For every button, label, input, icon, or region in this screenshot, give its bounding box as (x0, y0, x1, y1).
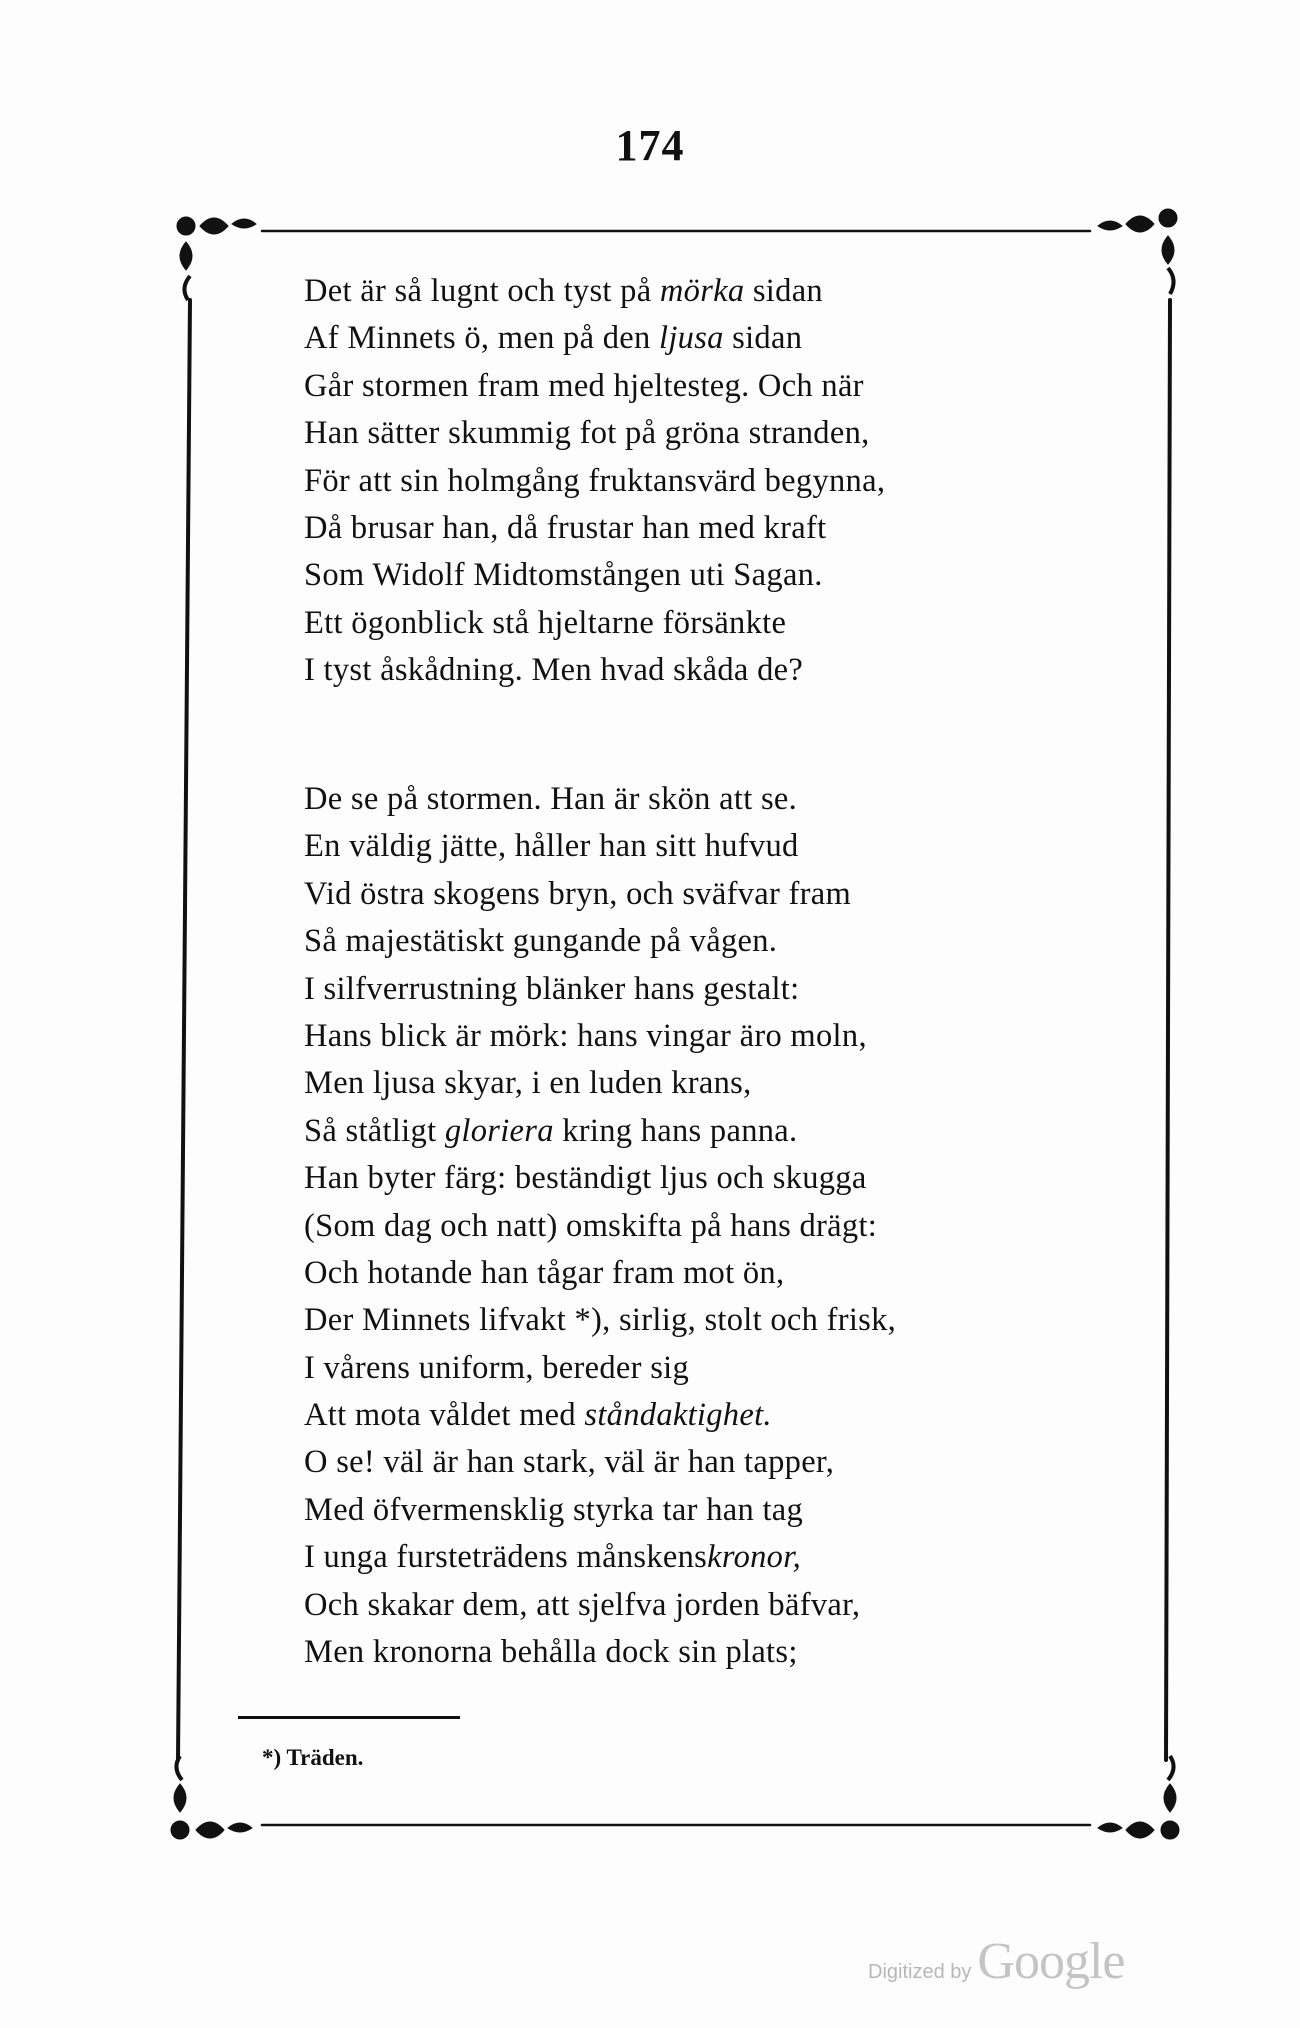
verse-line (304, 1439, 896, 1486)
verse-line (304, 823, 896, 870)
verse-text: För att sin holmgång fruktansvärd begynna, (304, 462, 886, 499)
verse-line (304, 1108, 896, 1155)
verse-line (304, 776, 896, 823)
verse-line (304, 1392, 896, 1439)
verse-text: kring hans panna. (553, 1112, 798, 1149)
verse-line (304, 647, 885, 694)
verse-emphasis: ståndaktighet. (584, 1397, 772, 1434)
verse-line (304, 1629, 896, 1676)
frame-right-line (1166, 300, 1170, 1760)
verse-emphasis: ljusa (659, 320, 724, 357)
verse-line (304, 1297, 896, 1344)
verse-text: Vid östra skogens bryn, och sväfvar fram (304, 875, 852, 912)
verse-line (304, 410, 885, 457)
verse-text: I vårens uniform, bereder sig (304, 1349, 690, 1386)
verse-text: I tyst åskådning. Men hvad skåda de? (304, 652, 804, 689)
verse-line (304, 1013, 896, 1060)
corner-ornament-top-left (177, 217, 256, 300)
verse-emphasis: mörka (659, 273, 745, 309)
verse-text: O se! väl är han stark, väl är han tapper, (304, 1444, 835, 1481)
page-number: 174 (615, 121, 685, 170)
verse-line (304, 918, 896, 965)
verse-text: De se på stormen. Han är skön att se. (304, 781, 798, 817)
verse-text: Han byter färg: beständigt ljus och skugga (304, 1160, 867, 1197)
verse-text: Hans blick är mörk: hans vingar äro moln, (304, 1017, 867, 1054)
google-logo: Google (977, 1933, 1125, 1990)
verse-line (304, 458, 885, 505)
verse-text: Att mota våldet med (304, 1397, 585, 1434)
verse-line (304, 268, 885, 315)
verse-emphasis: gloriera (444, 1112, 554, 1149)
verse-text: Ett ögonblick stå hjeltarne försänkte (304, 604, 787, 641)
verse-text: sidan (723, 320, 803, 357)
verse-line (304, 552, 885, 599)
verse-text: En väldig jätte, håller han sitt hufvud (304, 828, 799, 865)
verse-line (304, 1250, 896, 1297)
verse-line (304, 966, 896, 1013)
verse-text: I silfverrustning blänker hans gestalt: (304, 970, 800, 1007)
verse-text: Som Widolf Midtomstången uti Sagan. (304, 557, 823, 594)
verse-line (304, 1345, 896, 1392)
verse-text: Det är så lugnt och tyst på (304, 273, 660, 309)
verse-line (304, 600, 885, 647)
verse-text: sidan (744, 273, 823, 309)
verse-line (304, 871, 896, 918)
footnote: *) Träden. (262, 1745, 364, 1770)
stanza-2 (304, 776, 896, 1676)
verse-text: Och skakar dem, att sjelfva jorden bäfvar, (304, 1586, 861, 1623)
verse-line (304, 315, 885, 362)
verse-text: Med öfvermensklig styrka tar han tag (304, 1491, 804, 1528)
verse-text: Så ståtligt (304, 1112, 445, 1149)
verse-text: Och hotande han tågar fram mot ön, (304, 1254, 785, 1291)
corner-ornament-bottom-right (1098, 1756, 1179, 1839)
verse-line (304, 1203, 896, 1250)
digitized-watermark (868, 1932, 1124, 1991)
verse-text: Han sätter skummig fot på gröna stranden, (304, 415, 870, 452)
verse-line (304, 1487, 896, 1534)
footnote-rule (238, 1716, 460, 1719)
verse-text: Af Minnets ö, men på den (304, 320, 660, 357)
frame-left-line (178, 300, 190, 1760)
verse-line (304, 363, 885, 410)
stanza-1 (304, 268, 885, 695)
corner-ornament-bottom-left (171, 1756, 252, 1839)
verse-line (304, 1060, 896, 1107)
verse-line (304, 1582, 896, 1629)
verse-line (304, 1534, 896, 1581)
verse-text: Men kronorna behålla dock sin plats; (304, 1634, 798, 1671)
verse-text: Der Minnets lifvakt *), sirlig, stolt och frisk, (304, 1302, 897, 1339)
verse-text: Så majestätiskt gungande på vågen. (304, 923, 778, 960)
verse-line (304, 505, 885, 552)
verse-text: I unga fursteträdens månskens (304, 1539, 708, 1576)
watermark-text: Digitized by (868, 1961, 972, 1983)
verse-text: (Som dag och natt) omskifta på hans drägt: (304, 1207, 878, 1244)
verse-emphasis: kronor, (707, 1539, 801, 1576)
verse-text: Går stormen fram med hjeltesteg. Och när (304, 367, 864, 404)
corner-ornament-top-right (1098, 209, 1177, 294)
verse-text: Men ljusa skyar, i en luden krans, (304, 1065, 752, 1102)
verse-line (304, 1155, 896, 1202)
verse-text: Då brusar han, då frustar han med kraft (304, 509, 827, 546)
